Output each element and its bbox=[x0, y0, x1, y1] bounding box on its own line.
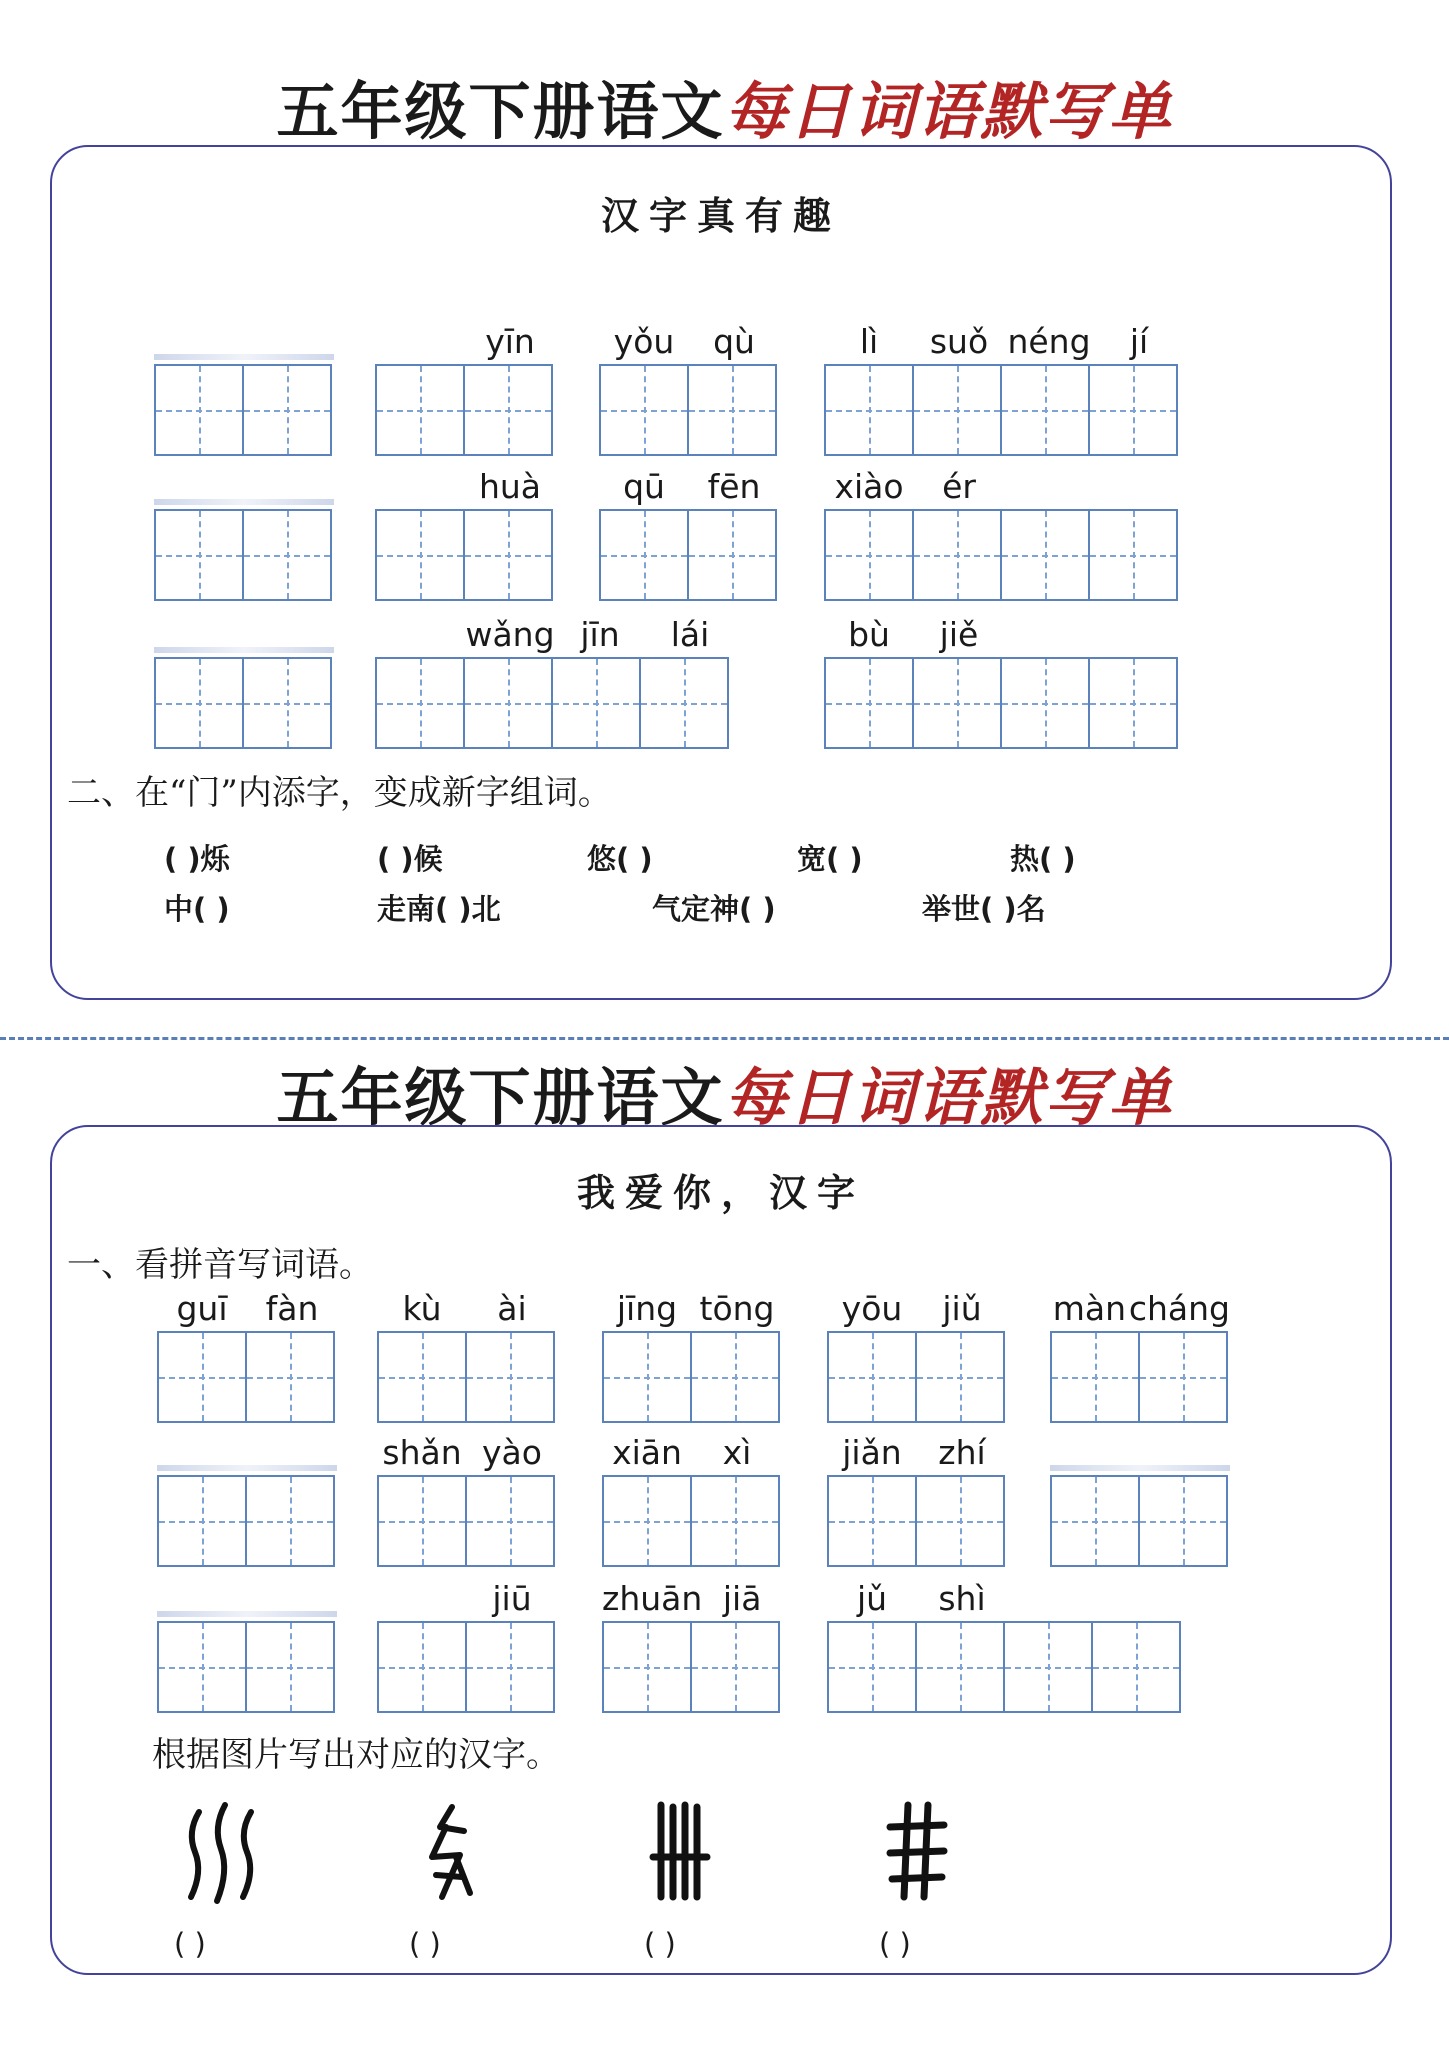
lesson-title: 汉字真有趣 bbox=[600, 193, 841, 238]
pinyin: qù bbox=[713, 322, 755, 361]
writing-cell[interactable] bbox=[1088, 657, 1178, 749]
pinyin: yào bbox=[482, 1433, 542, 1472]
writing-cell[interactable] bbox=[827, 1621, 917, 1713]
pinyin: fàn bbox=[265, 1289, 319, 1328]
pinyin: màn bbox=[1052, 1289, 1127, 1328]
writing-cell[interactable] bbox=[1088, 509, 1178, 601]
pinyin: jiǔ bbox=[942, 1289, 982, 1328]
word-box[interactable] bbox=[824, 322, 1184, 456]
pinyin bbox=[1004, 615, 1094, 655]
pinyin bbox=[1094, 615, 1184, 655]
writing-cell[interactable] bbox=[824, 364, 914, 456]
pinyin: yīn bbox=[485, 322, 535, 361]
writing-cell[interactable] bbox=[915, 1621, 1005, 1713]
faded-pinyin bbox=[154, 647, 334, 653]
pinyin bbox=[1094, 467, 1184, 507]
pinyin bbox=[375, 467, 465, 507]
writing-cell[interactable] bbox=[602, 1621, 692, 1713]
title-black-part: 五年级下册语文 bbox=[276, 1061, 725, 1134]
pinyin: zhuān bbox=[602, 1579, 703, 1618]
writing-cell[interactable] bbox=[827, 1331, 917, 1423]
word-box[interactable] bbox=[827, 1289, 1007, 1423]
writing-cell[interactable] bbox=[912, 509, 1002, 601]
fill-blank[interactable]: ( )候 bbox=[377, 842, 443, 876]
word-box[interactable] bbox=[157, 1579, 337, 1713]
writing-cell[interactable] bbox=[154, 509, 244, 601]
pinyin: fēn bbox=[707, 467, 761, 506]
faded-pinyin bbox=[154, 354, 334, 360]
writing-cell[interactable] bbox=[824, 509, 914, 601]
word-box[interactable] bbox=[599, 322, 779, 456]
writing-cell[interactable] bbox=[827, 1475, 917, 1567]
writing-cell[interactable] bbox=[690, 1621, 780, 1713]
word-box[interactable] bbox=[154, 467, 334, 601]
fill-blank[interactable]: 宽( ) bbox=[797, 842, 863, 876]
writing-cell[interactable] bbox=[157, 1331, 247, 1423]
title-black-part: 五年级下册语文 bbox=[276, 75, 725, 148]
writing-cell[interactable] bbox=[915, 1475, 1005, 1567]
writing-cell[interactable] bbox=[375, 364, 465, 456]
writing-cell[interactable] bbox=[245, 1475, 335, 1567]
pinyin: jiā bbox=[722, 1579, 762, 1618]
pictograph-answer-blank[interactable]: ( ) bbox=[644, 1927, 676, 1961]
writing-cell[interactable] bbox=[915, 1331, 1005, 1423]
pinyin: wǎng bbox=[465, 615, 555, 654]
word-box[interactable] bbox=[377, 1579, 557, 1713]
section-heading: 二、在“门”内添字，变成新字组词。 bbox=[67, 773, 612, 813]
writing-cell[interactable] bbox=[1138, 1475, 1228, 1567]
pinyin bbox=[375, 322, 465, 362]
writing-cell[interactable] bbox=[639, 657, 729, 749]
pinyin: guī bbox=[176, 1289, 228, 1328]
pinyin: suǒ bbox=[929, 322, 989, 361]
section-heading: 一、看拼音写词语。 bbox=[67, 1245, 373, 1285]
pinyin: bù bbox=[848, 615, 890, 654]
writing-cell[interactable] bbox=[242, 364, 332, 456]
writing-cell[interactable] bbox=[824, 657, 914, 749]
figure-pictograph-icon bbox=[412, 1797, 482, 1907]
writing-cell[interactable] bbox=[245, 1621, 335, 1713]
fill-blank[interactable]: 走南( )北 bbox=[377, 892, 501, 926]
pinyin bbox=[375, 615, 465, 655]
cut-line bbox=[0, 1037, 1449, 1040]
pictograph-answer-blank[interactable]: ( ) bbox=[409, 1927, 441, 1961]
writing-cell[interactable] bbox=[1138, 1331, 1228, 1423]
writing-cell[interactable] bbox=[599, 509, 689, 601]
worksheet-panel bbox=[50, 145, 1392, 1000]
writing-cell[interactable] bbox=[1003, 1621, 1093, 1713]
pinyin: jīn bbox=[580, 615, 620, 654]
well-pictograph-icon bbox=[882, 1797, 952, 1907]
word-box[interactable] bbox=[157, 1433, 337, 1567]
word-box[interactable] bbox=[375, 322, 555, 456]
word-box[interactable] bbox=[602, 1579, 782, 1713]
writing-cell[interactable] bbox=[687, 364, 777, 456]
pinyin: huà bbox=[478, 467, 542, 506]
fill-blank[interactable]: 中( ) bbox=[164, 892, 230, 926]
word-box[interactable] bbox=[1050, 1289, 1230, 1423]
writing-cell[interactable] bbox=[602, 1331, 692, 1423]
writing-cell[interactable] bbox=[1000, 657, 1090, 749]
fill-blank[interactable]: ( )烁 bbox=[164, 842, 230, 876]
word-box[interactable] bbox=[824, 615, 1184, 749]
fill-blank[interactable]: 热( ) bbox=[1010, 842, 1076, 876]
word-box[interactable] bbox=[377, 1433, 557, 1567]
writing-cell[interactable] bbox=[1050, 1331, 1140, 1423]
faded-pinyin bbox=[154, 499, 334, 505]
writing-cell[interactable] bbox=[157, 1475, 247, 1567]
word-box[interactable] bbox=[375, 615, 735, 749]
writing-cell[interactable] bbox=[690, 1475, 780, 1567]
writing-cell[interactable] bbox=[377, 1475, 467, 1567]
writing-cell[interactable] bbox=[690, 1331, 780, 1423]
pinyin bbox=[1007, 1579, 1097, 1619]
worksheet-panel bbox=[50, 1125, 1392, 1975]
pinyin: yōu bbox=[841, 1289, 903, 1328]
writing-cell[interactable] bbox=[465, 1621, 555, 1713]
title-red-part: 每日词语默写单 bbox=[724, 1061, 1173, 1134]
fill-blank[interactable]: 举世( )名 bbox=[922, 892, 1046, 926]
pinyin: jīng bbox=[616, 1289, 678, 1328]
word-box[interactable] bbox=[824, 467, 1184, 601]
word-box[interactable] bbox=[1050, 1433, 1230, 1567]
pinyin: jiě bbox=[939, 615, 979, 654]
writing-cell[interactable] bbox=[465, 1331, 555, 1423]
writing-cell[interactable] bbox=[463, 364, 553, 456]
writing-cell[interactable] bbox=[463, 657, 553, 749]
pinyin: lái bbox=[670, 615, 710, 654]
writing-cell[interactable] bbox=[377, 1621, 467, 1713]
pinyin: lì bbox=[859, 322, 879, 361]
pinyin: yǒu bbox=[613, 322, 675, 361]
worksheet-title bbox=[0, 1048, 1449, 1137]
word-box[interactable] bbox=[602, 1433, 782, 1567]
pinyin: zhí bbox=[938, 1433, 986, 1472]
river-pictograph-icon bbox=[177, 1797, 267, 1907]
writing-cell[interactable] bbox=[687, 509, 777, 601]
writing-cell[interactable] bbox=[602, 1475, 692, 1567]
writing-cell[interactable] bbox=[463, 509, 553, 601]
pinyin bbox=[1097, 1579, 1187, 1619]
pinyin: cháng bbox=[1128, 1289, 1230, 1328]
writing-cell[interactable] bbox=[912, 364, 1002, 456]
writing-cell[interactable] bbox=[1091, 1621, 1181, 1713]
word-box[interactable] bbox=[827, 1433, 1007, 1567]
pinyin: shì bbox=[938, 1579, 986, 1618]
writing-cell[interactable] bbox=[245, 1331, 335, 1423]
word-box[interactable] bbox=[599, 467, 779, 601]
pinyin: ài bbox=[497, 1289, 527, 1328]
writing-cell[interactable] bbox=[377, 1331, 467, 1423]
pinyin: kù bbox=[402, 1289, 442, 1328]
writing-cell[interactable] bbox=[1000, 509, 1090, 601]
writing-cell[interactable] bbox=[1000, 364, 1090, 456]
writing-cell[interactable] bbox=[599, 364, 689, 456]
pinyin: tōng bbox=[699, 1289, 775, 1328]
faded-pinyin bbox=[157, 1465, 337, 1471]
writing-cell[interactable] bbox=[154, 364, 244, 456]
pinyin: xiào bbox=[834, 467, 904, 506]
faded-pinyin bbox=[1050, 1465, 1230, 1471]
writing-cell[interactable] bbox=[1088, 364, 1178, 456]
book-pictograph-icon bbox=[647, 1797, 717, 1907]
pinyin: shǎn bbox=[382, 1433, 462, 1472]
section-heading: 根据图片写出对应的汉字。 bbox=[152, 1735, 560, 1775]
writing-cell[interactable] bbox=[551, 657, 641, 749]
fill-blank[interactable]: 悠( ) bbox=[587, 842, 653, 876]
writing-cell[interactable] bbox=[375, 509, 465, 601]
title-red-part: 每日词语默写单 bbox=[724, 75, 1173, 148]
faded-pinyin bbox=[157, 1611, 337, 1617]
word-box[interactable] bbox=[157, 1289, 337, 1423]
pinyin: xiān bbox=[612, 1433, 682, 1472]
pinyin: xì bbox=[722, 1433, 752, 1472]
pictograph-answer-blank[interactable]: ( ) bbox=[174, 1927, 206, 1961]
writing-cell[interactable] bbox=[242, 509, 332, 601]
writing-cell[interactable] bbox=[375, 657, 465, 749]
pinyin bbox=[1004, 467, 1094, 507]
pinyin: jiū bbox=[492, 1579, 532, 1618]
word-box[interactable] bbox=[154, 615, 334, 749]
worksheet-title bbox=[0, 62, 1449, 151]
writing-cell[interactable] bbox=[912, 657, 1002, 749]
lesson-title: 我爱你，汉字 bbox=[576, 1170, 865, 1215]
word-box[interactable] bbox=[377, 1289, 557, 1423]
pinyin: jí bbox=[1129, 322, 1149, 361]
writing-cell[interactable] bbox=[465, 1475, 555, 1567]
word-box[interactable] bbox=[827, 1579, 1187, 1713]
word-box[interactable] bbox=[154, 322, 334, 456]
pictograph-answer-blank[interactable]: ( ) bbox=[879, 1927, 911, 1961]
writing-cell[interactable] bbox=[1050, 1475, 1140, 1567]
writing-cell[interactable] bbox=[154, 657, 244, 749]
pinyin: jiǎn bbox=[842, 1433, 902, 1472]
word-box[interactable] bbox=[602, 1289, 782, 1423]
fill-blank[interactable]: 气定神( ) bbox=[652, 892, 776, 926]
writing-cell[interactable] bbox=[157, 1621, 247, 1713]
pinyin: ér bbox=[942, 467, 976, 506]
pinyin: qū bbox=[623, 467, 665, 506]
pinyin: néng bbox=[1007, 322, 1091, 361]
word-box[interactable] bbox=[375, 467, 555, 601]
pinyin: jǔ bbox=[856, 1579, 888, 1618]
pinyin bbox=[377, 1579, 467, 1619]
writing-cell[interactable] bbox=[242, 657, 332, 749]
